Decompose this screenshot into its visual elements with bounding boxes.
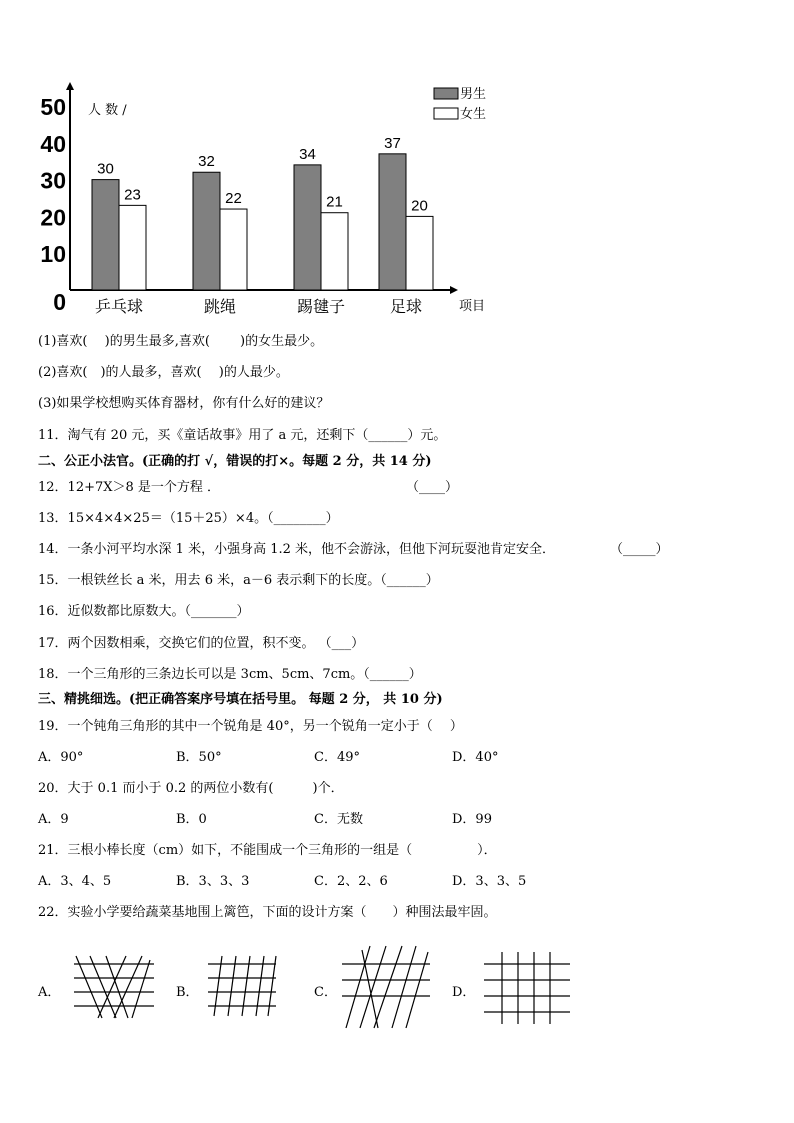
bar-value-label-boys-3: 37 <box>384 134 401 152</box>
q22-option-a: A． <box>38 985 61 1000</box>
sports-bar-chart <box>30 80 500 320</box>
question-19: 19．一个钝角三角形的其中一个锐角是 40°，另一个锐角一定小于（ ） <box>38 719 463 734</box>
bar-girls-2 <box>321 213 348 290</box>
x-axis-label: 项目 <box>459 299 486 314</box>
bar-boys-0 <box>92 180 119 290</box>
question-12-blank: （____） <box>406 480 459 495</box>
bar-value-label-boys-0: 30 <box>97 160 114 178</box>
bar-value-label-girls-3: 20 <box>411 197 428 215</box>
y-tick-label-3: 30 <box>40 167 66 194</box>
bar-boys-2 <box>294 165 321 290</box>
bar-value-label-boys-1: 32 <box>198 153 215 171</box>
question-13: 13．15×4×4×25＝（15＋25）×4。（________） <box>38 511 339 526</box>
y-tick-label-4: 40 <box>40 130 66 157</box>
x-axis-arrow <box>450 286 458 294</box>
y-axis-label: 人 数 / <box>88 103 127 118</box>
question-21: 21．三根小棒长度（cm）如下，不能围成一个三角形的一组是（ ）． <box>38 843 497 858</box>
chart-question-3: (3)如果学校想购买体育器材，你有什么好的建议？ <box>38 396 330 411</box>
q19-option-d: D．40° <box>452 750 499 765</box>
q20-option-b: B．0 <box>176 812 207 827</box>
q19-option-b: B．50° <box>176 750 222 765</box>
question-14-blank: （_____） <box>610 542 669 557</box>
question-12: 12．12+7X＞8 是一个方程 ． <box>38 480 221 495</box>
q20-option-a: A．9 <box>38 812 69 827</box>
fence-figure-b <box>204 954 280 1020</box>
q20-option-d: D．99 <box>452 812 492 827</box>
chart-question-1: (1)喜欢( )的男生最多,喜欢( )的女生最少。 <box>38 334 324 349</box>
q21-option-d: D．3、3、5 <box>452 874 527 889</box>
question-14: 14．一条小河平均水深 1 米，小强身高 1.2 米，他不会游泳，但他下河玩耍池肯定安全． <box>38 542 556 557</box>
bar-value-label-girls-2: 21 <box>326 193 343 211</box>
question-20: 20．大于 0.1 而小于 0.2 的两位小数有( )个． <box>38 781 344 796</box>
bar-girls-0 <box>119 205 146 290</box>
bar-girls-1 <box>220 209 247 290</box>
q21-option-c: C．2、2、6 <box>314 874 388 889</box>
y-tick-label-2: 20 <box>40 204 66 231</box>
bar-value-label-girls-1: 22 <box>225 190 242 208</box>
q21-option-a: A．3、4、5 <box>38 874 112 889</box>
category-label-3: 足球 <box>389 297 423 316</box>
section-2-title: 二、公正小法官。(正确的打 √，错误的打×。每题 2 分，共 14 分) <box>38 454 432 469</box>
q19-option-c: C．49° <box>314 750 360 765</box>
question-22: 22．实验小学要给蔬菜基地围上篱笆，下面的设计方案（ ）种围法最牢固。 <box>38 905 497 920</box>
question-15: 15．一根铁丝长 a 米，用去 6 米，a－6 表示剩下的长度。（______） <box>38 573 439 588</box>
bar-boys-1 <box>193 172 220 290</box>
q22-option-c: C． <box>314 985 337 1000</box>
q20-option-c: C．无数 <box>314 812 363 827</box>
y-tick-label-0: 0 <box>53 289 66 315</box>
bar-boys-3 <box>379 154 406 290</box>
legend-label-1: 女生 <box>460 107 487 122</box>
category-label-0: 乒乓球 <box>94 297 144 316</box>
fence-figure-c <box>340 944 434 1032</box>
chart-question-2: (2)喜欢( )的人最多，喜欢( )的人最少。 <box>38 365 289 380</box>
bar-girls-3 <box>406 216 433 290</box>
y-tick-label-1: 10 <box>40 241 66 268</box>
question-17: 17．两个因数相乘，交换它们的位置，积不变。 （___） <box>38 636 365 651</box>
category-label-1: 跳绳 <box>203 297 237 316</box>
q22-option-d: D． <box>452 985 476 1000</box>
question-11: 11．淘气有 20 元，买《童话故事》用了 a 元，还剩下（______）元。 <box>38 428 447 443</box>
legend-swatch-0 <box>434 88 458 99</box>
legend-swatch-1 <box>434 108 458 119</box>
category-label-2: 踢毽子 <box>296 297 346 316</box>
y-axis-arrow <box>66 82 74 90</box>
fence-figure-d <box>480 950 574 1026</box>
fence-figure-a <box>66 952 158 1022</box>
q21-option-b: B．3、3、3 <box>176 874 250 889</box>
bar-value-label-girls-0: 23 <box>124 186 141 204</box>
question-18: 18．一个三角形的三条边长可以是 3cm、5cm、7cm。（______） <box>38 667 422 682</box>
section-3-title: 三、精挑细选。(把正确答案序号填在括号里。 每题 2 分， 共 10 分) <box>38 692 443 707</box>
y-tick-label-5: 50 <box>40 94 66 120</box>
q22-option-b: B． <box>176 985 199 1000</box>
q19-option-a: A．90° <box>38 750 84 765</box>
legend-label-0: 男生 <box>460 87 487 102</box>
question-16: 16．近似数都比原数大。（_______） <box>38 604 250 619</box>
bar-value-label-boys-2: 34 <box>299 145 316 163</box>
